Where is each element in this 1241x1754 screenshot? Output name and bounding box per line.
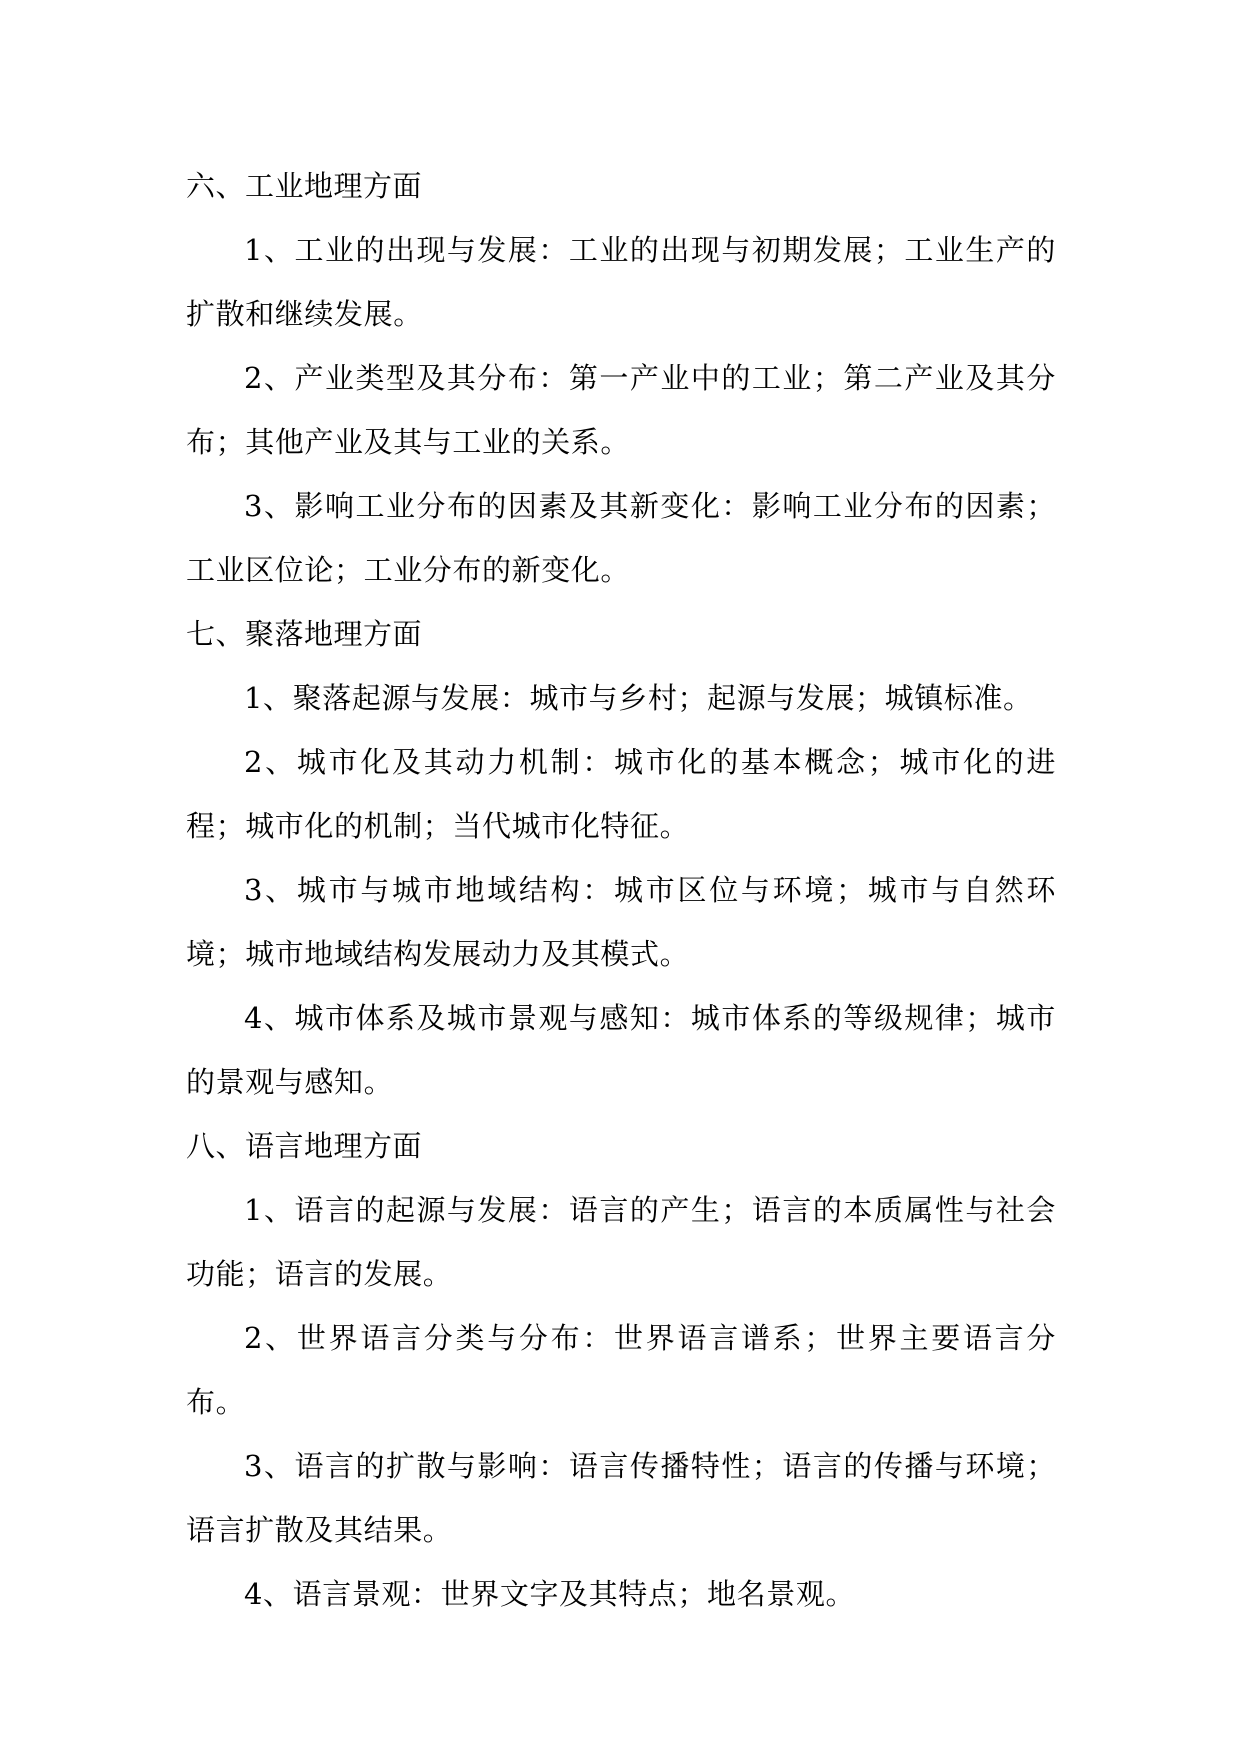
list-item: 2、城市化及其动力机制：城市化的基本概念；城市化的进程；城市化的机制；当代城市化特征。 — [186, 745, 1056, 843]
list-item: 1、语言的起源与发展：语言的产生；语言的本质属性与社会功能；语言的发展。 — [186, 1193, 1056, 1291]
document-body — [186, 154, 1056, 1626]
list-item: 4、城市体系及城市景观与感知：城市体系的等级规律；城市的景观与感知。 — [186, 1001, 1056, 1099]
list-item: 3、影响工业分布的因素及其新变化：影响工业分布的因素；工业区位论；工业分布的新变化。 — [186, 489, 1056, 587]
list-item: 4、语言景观：世界文字及其特点；地名景观。 — [244, 1577, 856, 1611]
list-item: 3、城市与城市地域结构：城市区位与环境；城市与自然环境；城市地域结构发展动力及其模式。 — [186, 873, 1056, 971]
section-heading: 八、语言地理方面 — [186, 1129, 423, 1163]
section-heading: 七、聚落地理方面 — [186, 617, 423, 651]
section-language-geography — [186, 1114, 1056, 1626]
section-heading: 六、工业地理方面 — [186, 169, 423, 203]
list-item: 2、产业类型及其分布：第一产业中的工业；第二产业及其分布；其他产业及其与工业的关系。 — [186, 361, 1056, 459]
list-item: 1、工业的出现与发展：工业的出现与初期发展；工业生产的扩散和继续发展。 — [186, 233, 1056, 331]
list-item: 3、语言的扩散与影响：语言传播特性；语言的传播与环境；语言扩散及其结果。 — [186, 1449, 1056, 1547]
list-item: 1、聚落起源与发展：城市与乡村；起源与发展；城镇标准。 — [244, 681, 1033, 715]
list-item: 2、世界语言分类与分布：世界语言谱系；世界主要语言分布。 — [186, 1321, 1056, 1419]
section-settlement-geography — [186, 602, 1056, 1114]
section-industrial-geography — [186, 154, 1056, 602]
